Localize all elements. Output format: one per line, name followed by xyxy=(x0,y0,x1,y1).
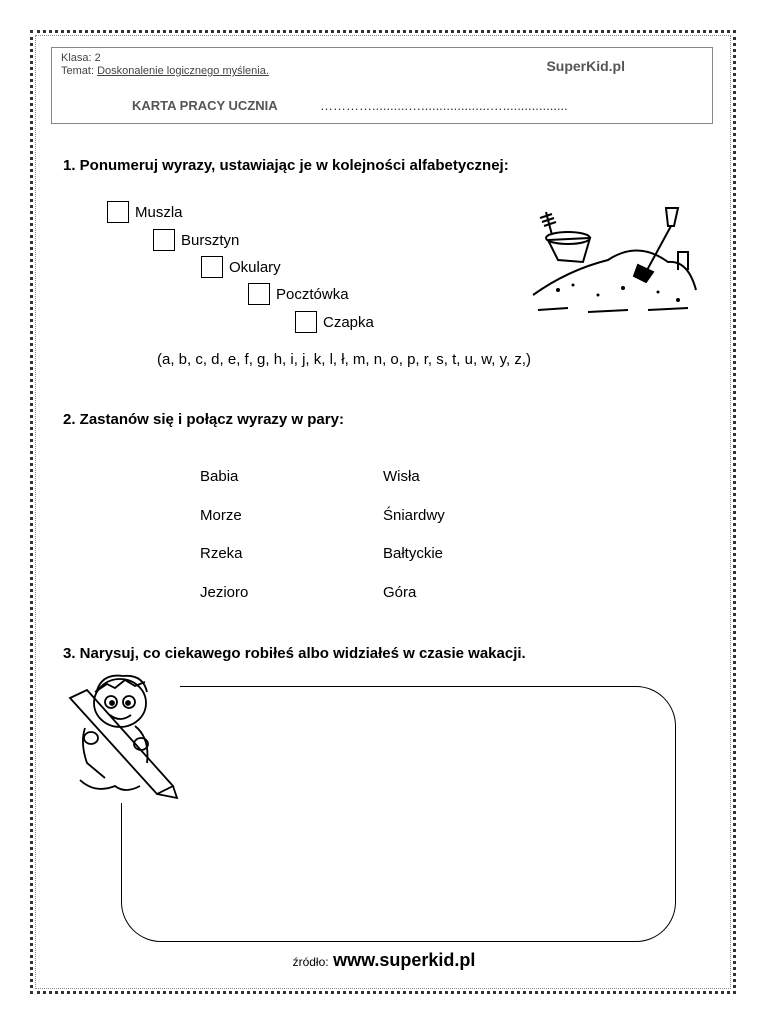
word-label: Pocztówka xyxy=(276,285,349,303)
class-label: Klasa: 2 xyxy=(61,52,101,64)
word-item xyxy=(107,201,183,223)
word-item xyxy=(248,283,349,305)
word-label: Muszla xyxy=(135,203,183,221)
word-item xyxy=(201,256,281,278)
drawing-area[interactable] xyxy=(121,686,676,942)
left-word[interactable]: Jezioro xyxy=(200,584,249,601)
number-box[interactable] xyxy=(107,201,129,223)
topic-label: Temat: xyxy=(61,65,95,77)
worksheet-header xyxy=(51,47,713,124)
task1-title: 1. Ponumeruj wyrazy, ustawiając je w kolejności alfabetycznej: xyxy=(63,157,509,174)
boy-with-pencil-icon xyxy=(55,668,190,803)
right-word[interactable]: Wisła xyxy=(383,468,420,485)
left-word[interactable]: Babia xyxy=(200,468,239,485)
number-box[interactable] xyxy=(295,311,317,333)
left-word[interactable]: Morze xyxy=(200,507,242,524)
number-box[interactable] xyxy=(153,229,175,251)
word-label: Bursztyn xyxy=(181,231,240,249)
number-box[interactable] xyxy=(248,283,270,305)
brand-logo-text: SuperKid.pl xyxy=(546,58,625,74)
right-word[interactable]: Bałtyckie xyxy=(383,545,444,562)
right-word[interactable]: Śniardwy xyxy=(383,507,445,524)
source-label: źródło: xyxy=(292,955,329,969)
number-box[interactable] xyxy=(201,256,223,278)
student-name-line[interactable]: …………..........…...................….................. xyxy=(320,98,568,113)
worksheet-title: KARTA PRACY UCZNIA xyxy=(132,98,278,113)
word-item xyxy=(295,311,374,333)
source-url-link[interactable]: www.superkid.pl xyxy=(333,950,476,970)
topic-text: Doskonalenie logicznego myślenia. xyxy=(97,65,269,77)
task3-title: 3. Narysuj, co ciekawego robiłeś albo widziałeś w czasie wakacji. xyxy=(63,645,526,662)
word-item xyxy=(153,229,239,251)
alphabet-hint: (a, b, c, d, e, f, g, h, i, j, k, l, ł, m, n, o, p, r, s, t, u, w, y, z,) xyxy=(157,351,532,368)
sand-bucket-icon xyxy=(528,200,698,320)
footer xyxy=(0,950,768,971)
word-label: Okulary xyxy=(229,258,281,276)
left-word[interactable]: Rzeka xyxy=(200,545,243,562)
topic-line xyxy=(61,65,269,77)
task2-title: 2. Zastanów się i połącz wyrazy w pary: xyxy=(63,411,344,428)
word-label: Czapka xyxy=(323,313,374,331)
right-word[interactable]: Góra xyxy=(383,584,417,601)
